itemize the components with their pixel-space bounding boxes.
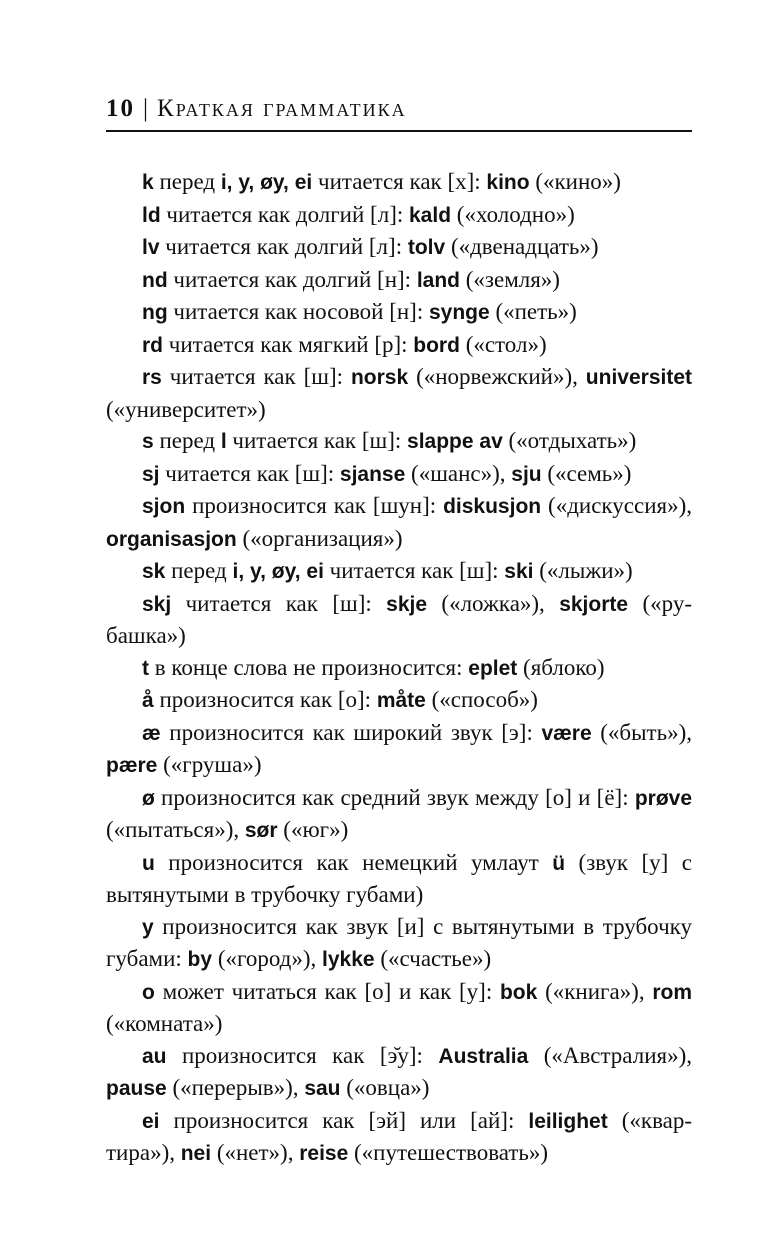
rule-entry [106,490,692,555]
rule-entry [106,588,692,652]
norwegian-term: prøve [634,786,692,810]
rule-text: («рубашка») [106,590,692,648]
norwegian-term: land [416,268,460,292]
norwegian-term: å [142,689,154,712]
norwegian-term: sør [244,819,278,842]
norwegian-term: i, y, øy, ei [232,560,324,583]
norwegian-term: norsk [350,366,409,389]
norwegian-term: sju [511,462,542,486]
norwegian-term: u [142,851,155,875]
rule-entry [106,199,692,232]
rule-text: («нет»), [211,1140,300,1165]
rule-entry [106,296,692,329]
rule-text: произносится как [шун]: [185,493,444,518]
rule-text: читается как носовой [н]: [167,299,429,324]
norwegian-term: nd [142,268,168,292]
rule-text: произносится как [эй] или [ай]: [159,1107,529,1133]
norwegian-term: ü [552,851,566,875]
norwegian-term: sjon [142,495,186,518]
rule-text: («перерыв»), [166,1075,305,1100]
rule-text: («быть»), [591,719,693,745]
rule-entry [106,231,692,264]
rule-text: («семь») [541,460,632,486]
rule-text: произносится как [о]: [153,687,377,712]
norwegian-term: l [220,430,227,453]
norwegian-term: y [142,915,154,939]
norwegian-term: organisasjon [106,527,237,551]
rule-text: («организация») [236,525,403,551]
norwegian-term: kino [486,171,530,194]
rule-text: читается как [ш]: [323,558,505,583]
rule-text: произносится как широкий звук [э]: [160,719,542,745]
rule-text: («холодно») [451,201,575,227]
rule-text: может читаться как [о] и как [у]: [154,978,500,1004]
rule-text: (яблоко) [517,654,605,680]
rule-text: («комната») [106,1011,223,1036]
norwegian-term: ld [142,203,161,227]
rule-text: («способ») [425,687,538,712]
norwegian-term: tolv [407,236,446,259]
rule-text: («норвежский»), [408,364,586,389]
norwegian-term: æ [142,721,161,745]
norwegian-term: rs [142,366,162,389]
rule-text: («дискуссия»), [541,493,692,518]
rule-entry [106,166,692,199]
rule-text: («квартира»), [106,1107,693,1165]
rule-entry [106,1105,692,1170]
norwegian-term: sau [304,1077,341,1100]
norwegian-term: måte [376,689,426,712]
rule-text: в конце слова не произносится: [149,654,469,680]
rule-text: читается как [х]: [312,169,487,194]
rule-text: читается как [ш]: [171,590,387,616]
norwegian-term: skj [142,592,172,616]
section-title: Краткая грамматика [157,95,407,122]
norwegian-term: ng [142,301,168,324]
norwegian-term: slappe av [407,430,503,453]
rule-text: произносится как средний звук между [о] и [ё]: [154,784,635,810]
rule-text: читается как долгий [л]: [159,234,408,259]
pronunciation-rules-list [106,166,692,1170]
norwegian-term: pære [106,754,158,777]
norwegian-term: by [187,948,213,971]
rule-text: («ложка»), [427,590,560,616]
norwegian-term: sjanse [339,462,406,486]
rule-text: («счастье») [374,946,492,971]
norwegian-term: au [142,1044,167,1068]
norwegian-term: bok [499,980,538,1004]
norwegian-term: leilighet [528,1109,608,1133]
rule-text: («шанс»), [405,460,512,486]
rule-entry [106,847,692,911]
rule-text: («стол») [459,331,547,357]
norwegian-term: k [142,171,154,194]
running-header [106,92,692,132]
norwegian-term: rd [142,333,163,357]
rule-text: («Австралия»), [528,1042,692,1068]
norwegian-term: synge [428,301,490,324]
norwegian-term: o [142,980,155,1004]
rule-entry [106,1040,692,1105]
rule-entry [106,911,692,976]
norwegian-term: diskusjon [443,495,542,518]
norwegian-term: sk [142,560,166,583]
norwegian-term: skje [386,592,428,616]
rule-entry [106,717,692,782]
rule-entry [106,652,692,685]
rule-text: произносится как звук [и] с вытянутыми в трубочку губами: [106,913,692,971]
rule-text: («путешествовать») [348,1140,549,1165]
norwegian-term: kald [409,203,452,227]
rule-text: («кино») [529,169,621,194]
rule-entry [106,264,692,297]
rule-text: («петь») [489,299,577,324]
rule-text: читается как долгий [л]: [160,201,409,227]
norwegian-term: Australia [438,1044,529,1068]
norwegian-term: lv [142,236,160,259]
norwegian-term: pause [106,1077,167,1100]
norwegian-term: reise [299,1142,349,1165]
rule-text: читается как [ш]: [161,364,351,389]
rule-text: («двенадцать») [445,234,599,259]
rule-text: читается как мягкий [р]: [163,331,414,357]
norwegian-term: s [142,430,154,453]
norwegian-term: lykke [322,948,375,971]
norwegian-term: bord [413,333,460,357]
rule-text: перед [165,558,233,583]
norwegian-term: i, y, øy, ei [220,171,313,194]
rule-text: («книга»), [537,978,653,1004]
rule-text: произносится как немецкий умлаут [154,849,553,875]
page-number: 10 [106,95,135,122]
rule-entry [106,361,692,425]
norwegian-term: t [142,656,149,680]
norwegian-term: universitet [585,366,692,389]
header-separator: | [143,95,150,122]
rule-text: читается как долгий [н]: [167,266,417,292]
rule-text: («юг») [277,817,349,842]
rule-text: («овца») [340,1075,430,1100]
norwegian-term: eplet [468,656,518,680]
rule-text: («университет») [106,396,266,422]
rule-entry [106,555,692,588]
rule-text: перед [153,428,221,453]
rule-text: («лыжи») [533,558,633,583]
rule-text: («город»), [212,946,323,971]
norwegian-term: rom [652,980,692,1004]
rule-text: («земля») [459,266,560,292]
rule-entry [106,976,692,1040]
rule-text: читается как [ш]: [159,460,340,486]
rule-entry [106,329,692,362]
rule-text: («отдыхать») [502,428,637,453]
rule-text: («пытаться»), [106,817,245,842]
rule-text: произносится как [э̆у]: [166,1042,439,1068]
rule-entry [106,458,692,491]
norwegian-term: skjorte [559,592,629,616]
norwegian-term: sj [142,462,160,486]
norwegian-term: nei [180,1142,212,1165]
norwegian-term: ski [504,560,534,583]
rule-entry [106,684,692,717]
rule-text: («груша») [157,752,262,777]
rule-text: (звук [у] с вытянутыми в трубочку губами) [106,849,692,907]
rule-text: читается как [ш]: [226,428,408,453]
rule-entry [106,425,692,458]
rule-text: перед [153,169,221,194]
norwegian-term: være [541,721,592,745]
rule-entry [106,782,692,847]
norwegian-term: ei [142,1109,160,1133]
norwegian-term: ø [142,786,155,810]
